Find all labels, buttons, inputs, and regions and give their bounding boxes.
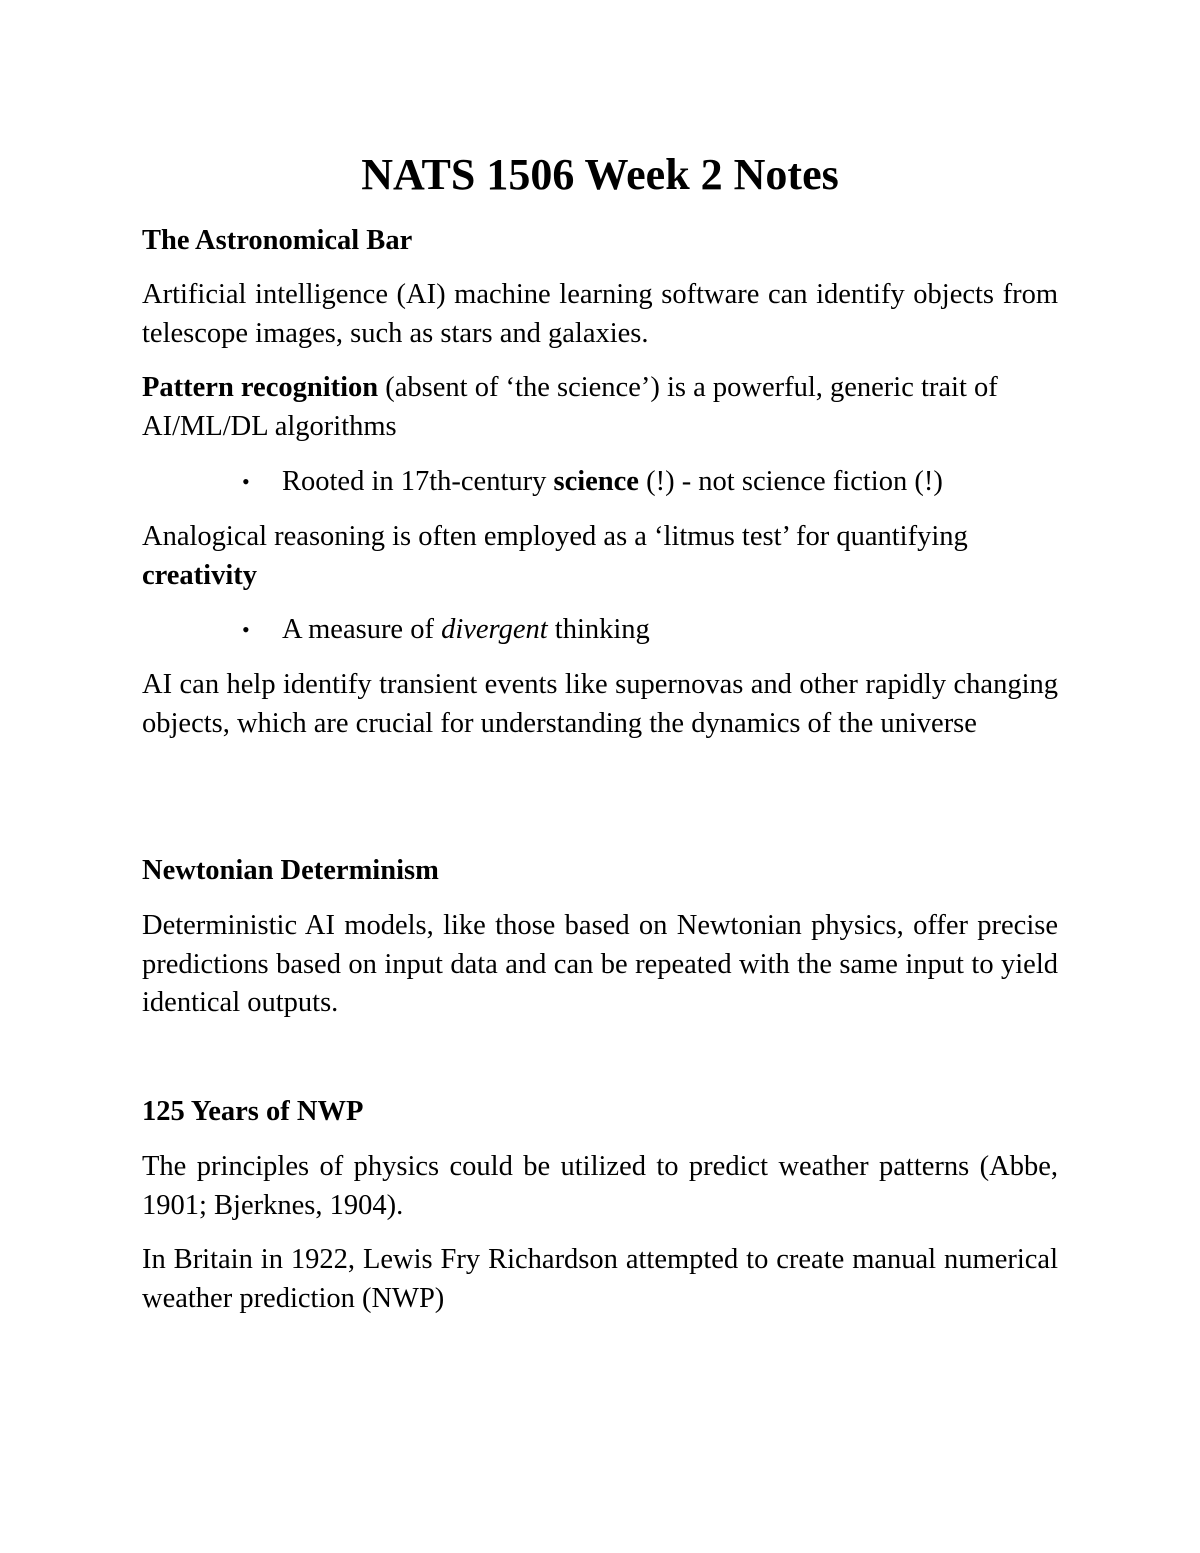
bullet-text-post: (!) - not science fiction (!) — [638, 466, 943, 497]
section-heading-newtonian-determinism: Newtonian Determinism — [142, 855, 439, 886]
paragraph-transient-events: AI can help identify transient events like supernovas and other rapidly changing objects, which are crucial for understanding the dynamics of the universe — [142, 669, 1058, 739]
bullet-science-term: science — [553, 466, 639, 497]
document-title: NATS 1506 Week 2 Notes — [361, 150, 839, 199]
paragraph-richardson: In Britain in 1922, Lewis Fry Richardson attempted to create manual numerical weather prediction (NWP) — [142, 1244, 1058, 1314]
pattern-recognition-term: Pattern recognition — [142, 372, 379, 403]
pattern-recognition-text: (absent of ‘the science’) is a powerful, generic trait of AI/ML/DL algorithms — [142, 372, 998, 442]
section-heading-astronomical-bar: The Astronomical Bar — [142, 225, 413, 256]
paragraph-deterministic-ai: Deterministic AI models, like those based on Newtonian physics, offer precise predictions based on input data and can be repeated with the same input to yield identical outputs. — [142, 910, 1058, 1018]
paragraph-analogical-reasoning — [142, 518, 1058, 595]
bullet-text-post: thinking — [547, 614, 650, 645]
bullet-text-pre: A measure of — [282, 614, 442, 645]
analogical-text: Analogical reasoning is often employed as a ‘litmus test’ for quantifying — [142, 521, 968, 552]
paragraph-pattern-recognition — [142, 369, 1058, 446]
bullet-text-pre: Rooted in 17th-century — [282, 466, 554, 497]
paragraph-physics-weather: The principles of physics could be utilized to predict weather patterns (Abbe, 1901; Bjerknes, 1904). — [142, 1151, 1058, 1221]
section-heading-nwp: 125 Years of NWP — [142, 1096, 364, 1127]
paragraph-ai-telescope: Artificial intelligence (AI) machine learning software can identify objects from telescope images, such as stars and galaxies. — [142, 279, 1058, 349]
divergent-term: divergent — [441, 614, 548, 645]
creativity-term: creativity — [142, 559, 258, 591]
bullet-icon: • — [242, 469, 250, 494]
bullet-icon: • — [242, 617, 250, 642]
